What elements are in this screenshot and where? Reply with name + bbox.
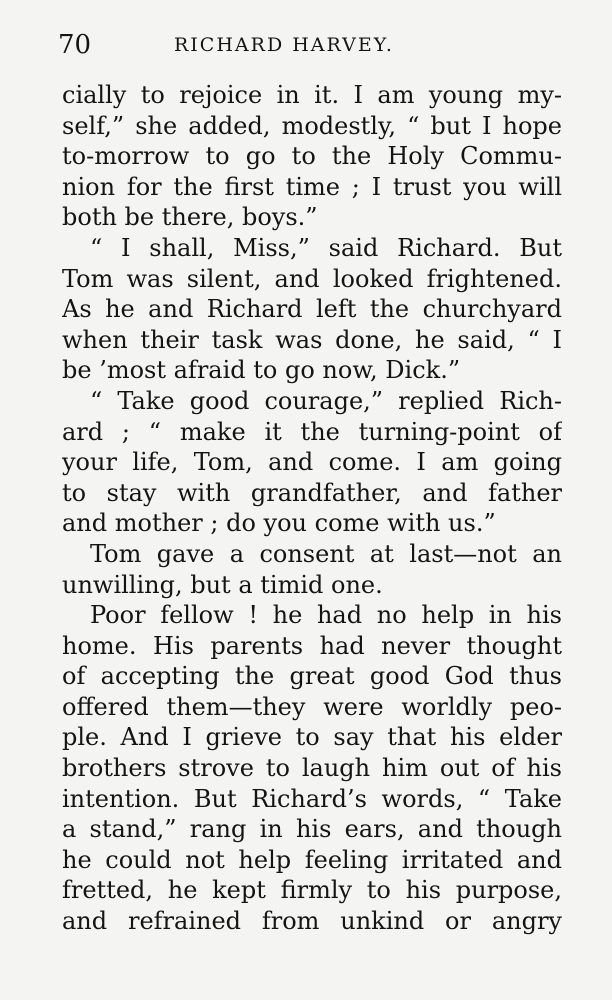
text-line: both be there, boys.” — [62, 203, 318, 232]
text-line: self,” she added, modestly, “ but I hope — [62, 111, 562, 140]
text-line: Poor fellow ! he had no help in his — [90, 601, 562, 630]
text-line: offered them—they were worldly peo- — [62, 692, 562, 721]
text-line: nion for the first time ; I trust you will — [62, 172, 562, 201]
text-line: brothers strove to laugh him out of his — [62, 754, 562, 783]
text-line: intention. But Richard’s words, “ Take — [62, 784, 562, 813]
running-head: RICHARD HARVEY. — [174, 34, 394, 56]
text-line: fretted, he kept firmly to his purpose, — [62, 876, 562, 905]
text-line: a stand,” rang in his ears, and though — [62, 815, 562, 844]
text-line: unwilling, but a timid one. — [62, 570, 383, 599]
text-line: to stay with grandfather, and father — [62, 478, 562, 507]
text-line: of accepting the great good God thus — [62, 662, 562, 691]
text-line: when their task was done, he said, “ I — [62, 325, 562, 354]
text-line: and mother ; do you come with us.” — [62, 509, 496, 538]
page-number: 70 — [58, 30, 92, 60]
text-line: home. His parents had never thought — [62, 631, 562, 660]
text-line: “ Take good courage,” replied Rich- — [90, 386, 562, 415]
text-line: ard ; “ make it the turning-point of — [62, 417, 562, 446]
page-header — [58, 28, 568, 62]
text-line: Tom gave a consent at last—not an — [90, 539, 562, 568]
text-line: your life, Tom, and come. I am going — [62, 448, 562, 477]
text-line: “ I shall, Miss,” said Richard. But — [90, 233, 562, 262]
text-line: to-morrow to go to the Holy Commu- — [62, 142, 562, 171]
text-line: he could not help feeling irritated and — [62, 845, 562, 874]
text-line: ple. And I grieve to say that his elder — [62, 723, 562, 752]
body-text — [62, 80, 562, 937]
text-line: cially to rejoice in it. I am young my- — [62, 81, 562, 109]
text-line: As he and Richard left the churchyard — [62, 295, 562, 324]
text-line: be ’most afraid to go now, Dick.” — [62, 356, 461, 385]
text-line: and refrained from unkind or angry — [62, 907, 562, 936]
text-line: Tom was silent, and looked frightened. — [62, 264, 562, 293]
